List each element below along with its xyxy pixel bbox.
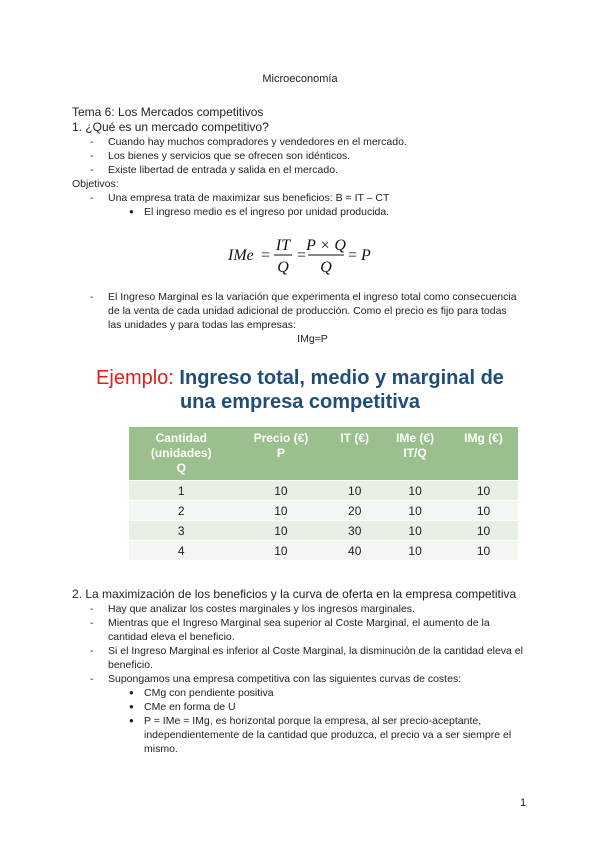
formula-rhs: P — [361, 247, 371, 264]
table-cell: 10 — [381, 501, 449, 521]
list-item: ● CMe en forma de U — [72, 700, 532, 714]
table-row — [129, 541, 518, 561]
table-row — [129, 481, 518, 501]
list-item: ● P = IMe = IMg, es horizontal porque la empresa, al ser precio-aceptante, independientemente de la cantidad que produzca, el precio va a ser siempre el mismo. — [72, 714, 532, 756]
table-cell: 10 — [449, 521, 518, 541]
table-cell: 10 — [234, 501, 329, 521]
header-ime: IMe (€) IT/Q — [381, 427, 449, 481]
formula-den2: Q — [320, 259, 332, 276]
table-cell: 10 — [381, 481, 449, 501]
example-title-line1: Ingreso total, medio y marginal de — [179, 367, 504, 389]
marginal-revenue-block — [72, 290, 517, 346]
example-title — [0, 366, 600, 414]
svg-text:=: = — [348, 247, 358, 264]
table-cell: 10 — [449, 501, 518, 521]
table-cell: 10 — [381, 541, 449, 561]
question-2-sublist — [72, 686, 532, 756]
table-header-row — [129, 427, 518, 481]
objectives-label: Objetivos: — [72, 178, 119, 190]
list-item: - Supongamos una empresa competitiva con las siguientes curvas de costes: — [72, 672, 532, 686]
table-cell: 10 — [449, 481, 518, 501]
img-equals-p: IMg=P — [297, 333, 328, 345]
question-2-list — [72, 602, 532, 686]
objectives-list — [72, 191, 532, 205]
table-cell: 40 — [328, 541, 381, 561]
topic-title: Tema 6: Los Mercados competitivos — [72, 105, 264, 119]
question-1-title: 1. ¿Qué es un mercado competitivo? — [72, 120, 269, 134]
question-1-list — [72, 135, 532, 177]
table-cell: 1 — [129, 481, 234, 501]
list-item: - Mientras que el Ingreso Marginal sea superior al Coste Marginal, el aumento de la cantidad eleva el beneficio. — [72, 616, 532, 644]
table-cell: 30 — [328, 521, 381, 541]
header-cantidad: Cantidad (unidades) Q — [129, 427, 234, 481]
list-item: - Si el Ingreso Marginal es inferior al Coste Marginal, la disminución de la cantidad eleva el beneficio. — [72, 644, 532, 672]
list-item: - Cuando hay muchos compradores y vendedores en el mercado. — [72, 135, 532, 149]
formula-num2: P × Q — [306, 237, 346, 254]
list-item: ● CMg con pendiente positiva — [72, 686, 532, 700]
question-2-title: 2. La maximización de los beneficios y la curva de oferta en la empresa competitiva — [72, 587, 517, 601]
objectives-sublist — [72, 205, 532, 219]
header-it: IT (€) — [328, 427, 381, 481]
average-revenue-formula — [0, 232, 600, 280]
table-cell: 10 — [234, 481, 329, 501]
list-item: - El Ingreso Marginal es la variación que experimenta el ingreso total como consecuencia de la venta de cada unidad adicional de producción. Como el precio es fijo para todas las unidades y para todas las empresas: — [72, 290, 517, 332]
table-cell: 3 — [129, 521, 234, 541]
section-2 — [72, 587, 532, 756]
table-cell: 2 — [129, 501, 234, 521]
revenue-table — [129, 427, 518, 560]
example-prefix: Ejemplo: — [96, 367, 174, 389]
formula-lhs: IMe — [228, 247, 254, 264]
table-cell: 10 — [328, 481, 381, 501]
table-cell: 10 — [381, 521, 449, 541]
table-cell: 4 — [129, 541, 234, 561]
table-cell: 10 — [234, 541, 329, 561]
table-cell: 20 — [328, 501, 381, 521]
table-cell: 10 — [234, 521, 329, 541]
list-item: - Hay que analizar los costes marginales y los ingresos marginales. — [72, 602, 532, 616]
section-1 — [72, 105, 532, 219]
page-number: 1 — [520, 797, 527, 809]
header-img: IMg (€) — [449, 427, 518, 481]
list-item: - Existe libertad de entrada y salida en el mercado. — [72, 163, 532, 177]
list-item: ● El ingreso medio es el ingreso por unidad producida. — [72, 205, 532, 219]
svg-text:=: = — [261, 247, 271, 264]
marginal-revenue-list — [72, 290, 517, 332]
svg-text:=: = — [297, 247, 307, 264]
list-item: - Una empresa trata de maximizar sus beneficios: B = IT – CT — [72, 191, 532, 205]
formula-num1: IT — [275, 237, 291, 254]
table-row — [129, 501, 518, 521]
formula-den1: Q — [277, 259, 289, 276]
list-item: - Los bienes y servicios que se ofrecen son idénticos. — [72, 149, 532, 163]
example-title-line2: una empresa competitiva — [179, 391, 421, 413]
table-cell: 10 — [449, 541, 518, 561]
header-precio: Precio (€) P — [234, 427, 329, 481]
page-header: Microeconomía — [262, 73, 338, 85]
table-row — [129, 521, 518, 541]
